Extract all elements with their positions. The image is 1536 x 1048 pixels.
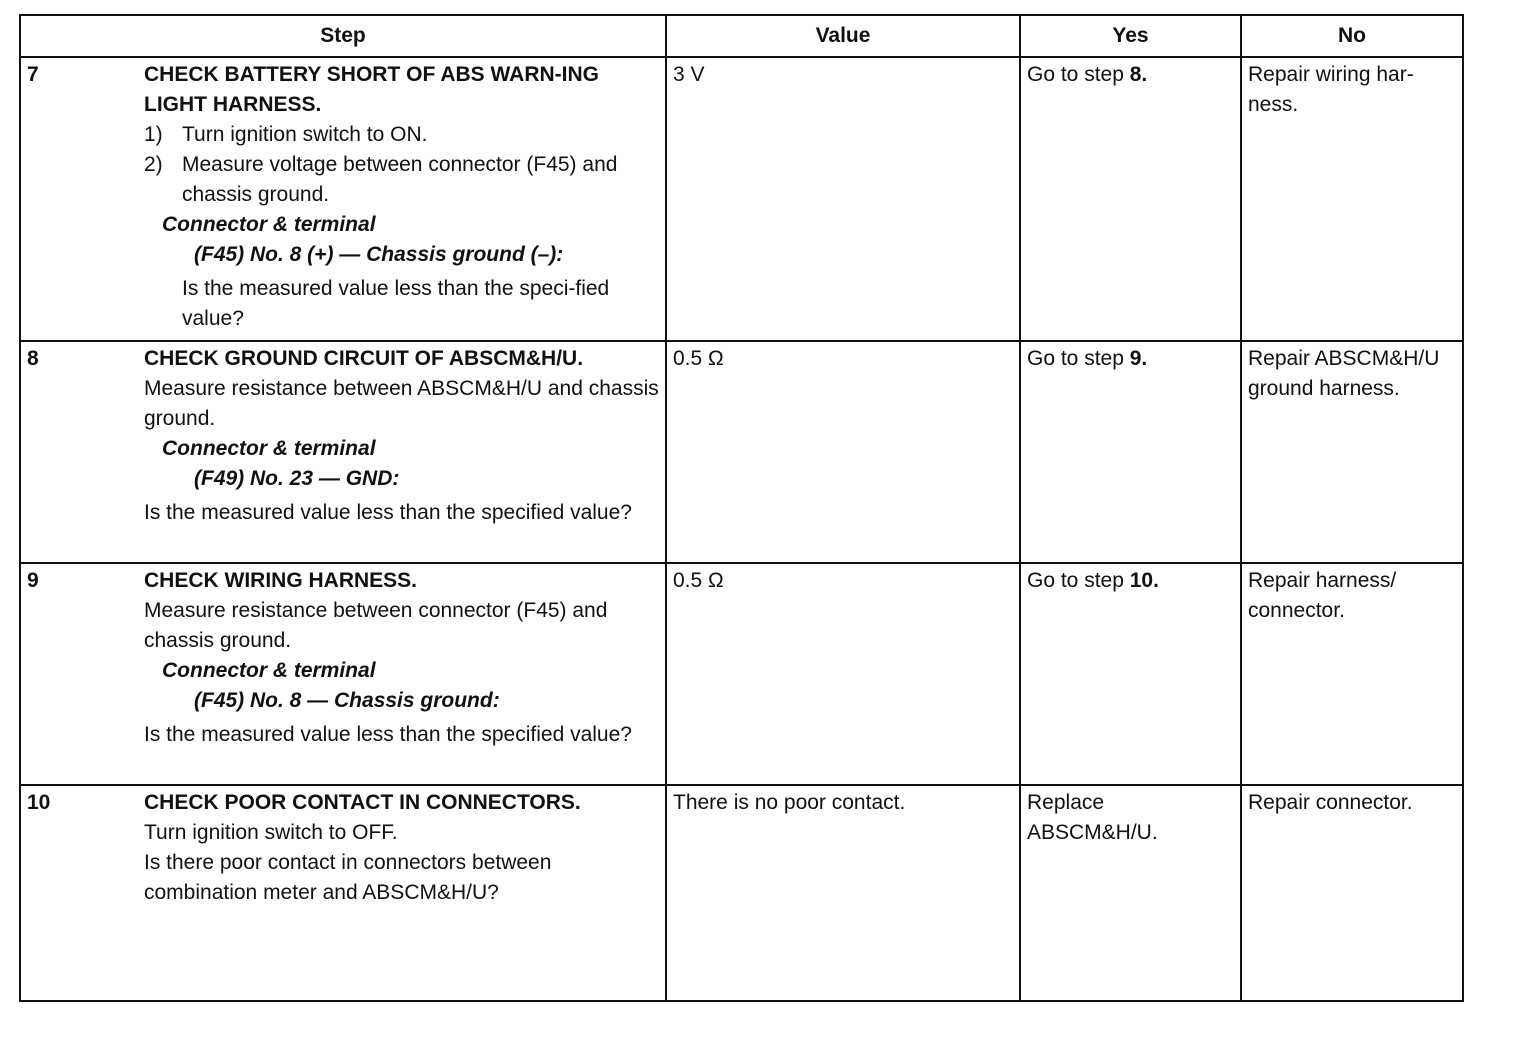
yes-cell — [1020, 563, 1241, 785]
step-question: Is the measured value less than the speci-fied value? — [182, 277, 610, 330]
step-number: 7 — [27, 63, 39, 86]
list-item — [144, 150, 659, 210]
yes-cell — [1020, 785, 1241, 1001]
table-row — [20, 57, 1463, 341]
no-cell — [1241, 563, 1463, 785]
value-text: 0.5 Ω — [673, 569, 724, 592]
step-question: Is the measured value less than the specified value? — [144, 723, 632, 746]
table-row — [20, 785, 1463, 1001]
yes-text: Go to step — [1027, 63, 1130, 86]
yes-text: Replace ABSCM&H/U. — [1027, 791, 1158, 844]
list-item — [144, 120, 659, 150]
no-text: Repair connector. — [1248, 791, 1413, 814]
step-text: Measure resistance between connector (F45) and chassis ground. — [144, 599, 608, 652]
step-title: CHECK BATTERY SHORT OF ABS WARN-ING LIGHT HARNESS. — [144, 63, 599, 116]
step-title: CHECK POOR CONTACT IN CONNECTORS. — [144, 791, 581, 814]
list-number: 2) — [144, 153, 163, 176]
step-cell — [20, 563, 666, 785]
connector-label: Connector & terminal — [162, 659, 376, 682]
list-number: 1) — [144, 123, 163, 146]
header-yes: Yes — [1020, 15, 1241, 57]
no-text: Repair harness/ connector. — [1248, 569, 1397, 622]
yes-text: Go to step — [1027, 569, 1130, 592]
connector-detail: (F49) No. 23 — GND: — [194, 467, 400, 490]
step-number: 10 — [27, 791, 51, 814]
no-text: Repair wiring har-ness. — [1248, 63, 1414, 116]
step-number: 8 — [27, 347, 39, 370]
diagnostic-table — [19, 14, 1464, 1002]
step-cell — [20, 341, 666, 563]
yes-cell — [1020, 57, 1241, 341]
step-title: CHECK GROUND CIRCUIT OF ABSCM&H/U. — [144, 347, 584, 370]
step-number: 9 — [27, 569, 39, 592]
step-cell — [20, 785, 666, 1001]
yes-step-number: 10. — [1129, 569, 1159, 592]
value-text: 3 V — [673, 63, 705, 86]
value-cell — [666, 57, 1020, 341]
connector-detail: (F45) No. 8 (+) — Chassis ground (–): — [194, 243, 564, 266]
no-text: Repair ABSCM&H/U ground harness. — [1248, 347, 1440, 400]
value-text: 0.5 Ω — [673, 347, 724, 370]
table-header-row — [20, 15, 1463, 57]
header-no: No — [1241, 15, 1463, 57]
header-step: Step — [20, 15, 666, 57]
list-text: Turn ignition switch to ON. — [182, 123, 428, 146]
connector-label: Connector & terminal — [162, 437, 376, 460]
yes-step-number: 9. — [1129, 347, 1148, 370]
header-value: Value — [666, 15, 1020, 57]
yes-text: Go to step — [1027, 347, 1130, 370]
value-cell — [666, 563, 1020, 785]
no-cell — [1241, 57, 1463, 341]
connector-detail: (F45) No. 8 — Chassis ground: — [194, 689, 500, 712]
no-cell — [1241, 341, 1463, 563]
table-row — [20, 563, 1463, 785]
step-question: Is the measured value less than the specified value? — [144, 501, 632, 524]
step-question: Is there poor contact in connectors between combination meter and ABSCM&H/U? — [144, 851, 552, 904]
connector-label: Connector & terminal — [162, 213, 376, 236]
table-row — [20, 341, 1463, 563]
step-cell — [20, 57, 666, 341]
no-cell — [1241, 785, 1463, 1001]
value-text: There is no poor contact. — [673, 791, 906, 814]
value-cell — [666, 341, 1020, 563]
yes-cell — [1020, 341, 1241, 563]
yes-step-number: 8. — [1129, 63, 1148, 86]
step-text: Turn ignition switch to OFF. — [144, 821, 398, 844]
step-title: CHECK WIRING HARNESS. — [144, 569, 418, 592]
list-text: Measure voltage between connector (F45) and chassis ground. — [182, 153, 618, 206]
step-text: Measure resistance between ABSCM&H/U and chassis ground. — [144, 377, 659, 430]
value-cell — [666, 785, 1020, 1001]
